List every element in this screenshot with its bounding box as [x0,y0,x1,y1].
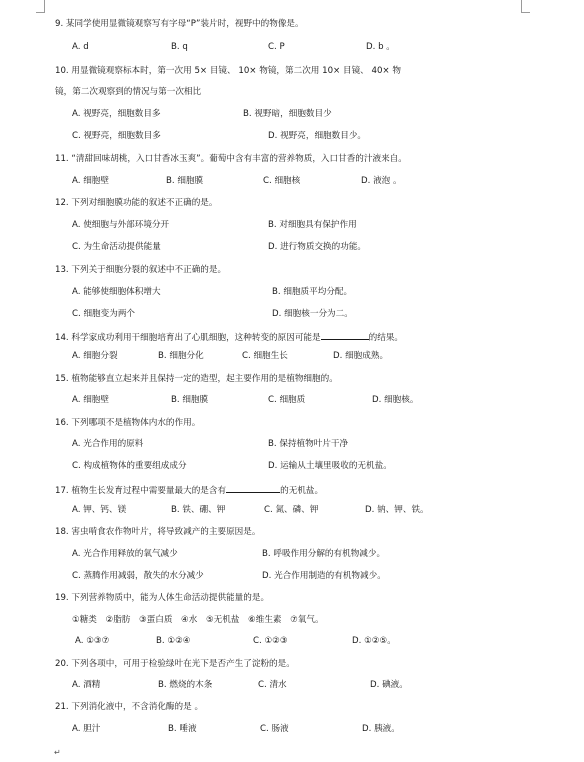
question-20-option-a: A. 酒精 [72,680,101,690]
question-9-option-c: C. P [268,42,285,52]
question-9-option-b: B. q [171,42,188,52]
question-17-answer-blank [226,484,280,493]
question-9-stem: 9. 某同学使用显微镜观察写有字母“P”装片时，视野中的物像是。 [55,19,304,29]
question-17-stem [55,484,323,496]
question-13-option-c: C. 细胞变为两个 [72,309,136,319]
question-14-option-c: C. 细胞生长 [242,351,288,361]
question-18-option-d: D. 光合作用制造的有机物减少。 [262,571,386,581]
question-15-stem: 15. 植物能够直立起来并且保持一定的造型，起主要作用的是植物细胞的。 [55,374,338,384]
question-14-stem-text: 14. 科学家成功利用干细胞培育出了心肌细胞，这种转变的原因可能是 [55,333,321,343]
question-14-option-a: A. 细胞分裂 [72,351,118,361]
question-16-option-a: A. 光合作用的原料 [72,439,144,449]
question-17-stem-text: 17. 植物生长发育过程中需要量最大的是含有 [55,486,227,496]
question-11-option-b: B. 细胞膜 [166,176,204,186]
question-18-option-c: C. 蒸腾作用减弱，散失的水分减少 [72,571,204,581]
question-13-stem: 13. 下列关于细胞分裂的叙述中不正确的是。 [55,265,227,275]
question-12-stem: 12. 下列对细胞膜功能的叙述不正确的是。 [55,198,218,208]
question-9-option-d: D. b 。 [366,42,395,52]
question-14-stem [55,331,403,343]
question-10-stem-line-1: 10. 用显微镜观察标本时，第一次用 5× 目镜、 10× 物镜，第二次用 10× 目镜、 40× 物 [55,66,401,76]
question-10-stem-line-2: 镜，第二次观察到的情况与第一次相比 [55,87,202,97]
question-13-option-d: D. 细胞核一分为二。 [272,309,353,319]
question-16-option-b: B. 保持植物叶片干净 [268,439,349,449]
question-14-option-d: D. 细胞成熟。 [333,351,389,361]
question-20-option-b: B. 燃烧的木条 [158,680,213,690]
question-17-option-d: D. 钠、钾、铁。 [365,505,429,515]
question-9-option-a: A. d [72,42,89,52]
question-17-option-b: B. 铁、硼、钾 [171,505,226,515]
question-11-option-c: C. 细胞核 [263,176,301,186]
question-10-option-c: C. 视野亮，细胞数目多 [72,131,161,141]
question-21-option-b: B. 唾液 [168,724,197,734]
question-11-option-a: A. 细胞壁 [72,176,109,186]
question-17-stem-tail: 的无机盐。 [280,486,324,496]
paragraph-end-mark: ↵ [54,748,61,757]
question-13-option-b: B. 细胞质平均分配。 [272,287,353,297]
question-19-choices: ①糖类 ②脂肪 ③蛋白质 ④水 ⑤无机盐 ⑥维生素 ⑦氧气。 [72,615,324,625]
question-16-stem: 16. 下列哪项不是植物体内水的作用。 [55,418,201,428]
question-11-stem: 11. “清甜回味胡桃，入口甘香冰玉爽”。葡萄中含有丰富的营养物质，入口甘香的汁液来自。 [55,154,407,164]
question-14-option-b: B. 细胞分化 [158,351,204,361]
question-19-option-c: C. ①②③ [253,636,288,646]
question-18-option-a: A. 光合作用释放的氧气减少 [72,549,178,559]
question-12-option-a: A. 使细胞与外部环境分开 [72,220,170,230]
question-10-option-d: D. 视野亮，细胞数目少。 [268,131,367,141]
question-21-option-a: A. 胆汁 [72,724,101,734]
question-15-option-b: B. 细胞膜 [171,395,209,405]
question-11-option-d: D. 液泡 。 [361,176,402,186]
question-15-option-d: D. 细胞核。 [372,395,419,405]
question-19-stem: 19. 下列营养物质中，能为人体生命活动提供能量的是。 [55,593,270,603]
question-18-option-b: B. 呼吸作用分解的有机物减少。 [262,549,386,559]
question-12-option-d: D. 进行物质交换的功能。 [268,242,367,252]
question-19-option-d: D. ①②⑤。 [352,636,396,646]
question-17-option-a: A. 钾、钙、镁 [72,505,127,515]
question-10-option-a: A. 视野亮，细胞数目多 [72,109,161,119]
question-12-option-b: B. 对细胞具有保护作用 [268,220,357,230]
question-20-option-c: C. 清水 [258,680,287,690]
question-19-option-b: B. ①②④ [156,636,191,646]
question-16-option-c: C. 构成植物体的重要组成成分 [72,461,187,471]
question-10-option-b: B. 视野暗，细胞数目少 [243,109,332,119]
question-21-stem: 21. 下列消化液中，不含消化酶的是 。 [55,702,204,712]
question-13-option-a: A. 能够使细胞体积增大 [72,287,161,297]
question-16-option-d: D. 运输从土壤里吸收的无机盐。 [268,461,392,471]
question-14-stem-tail: 的结果。 [368,333,404,343]
question-17-option-c: C. 氮、磷、钾 [264,505,319,515]
question-18-stem: 18. 害虫啃食农作物叶片，将导致减产的主要原因是。 [55,527,261,537]
question-20-option-d: D. 碘液。 [370,680,408,690]
question-12-option-c: C. 为生命活动提供能量 [72,242,161,252]
page-corner-mark-right [521,0,530,13]
question-21-option-d: D. 胰液。 [362,724,400,734]
question-15-option-c: C. 细胞质 [268,395,306,405]
question-20-stem: 20. 下列各项中，可用于检验绿叶在光下是否产生了淀粉的是。 [55,659,295,669]
question-19-option-a: A. ①③⑦ [75,636,110,646]
question-14-answer-blank [321,331,369,340]
question-21-option-c: C. 肠液 [260,724,289,734]
page-corner-mark-left [36,0,45,13]
question-15-option-a: A. 细胞壁 [72,395,109,405]
